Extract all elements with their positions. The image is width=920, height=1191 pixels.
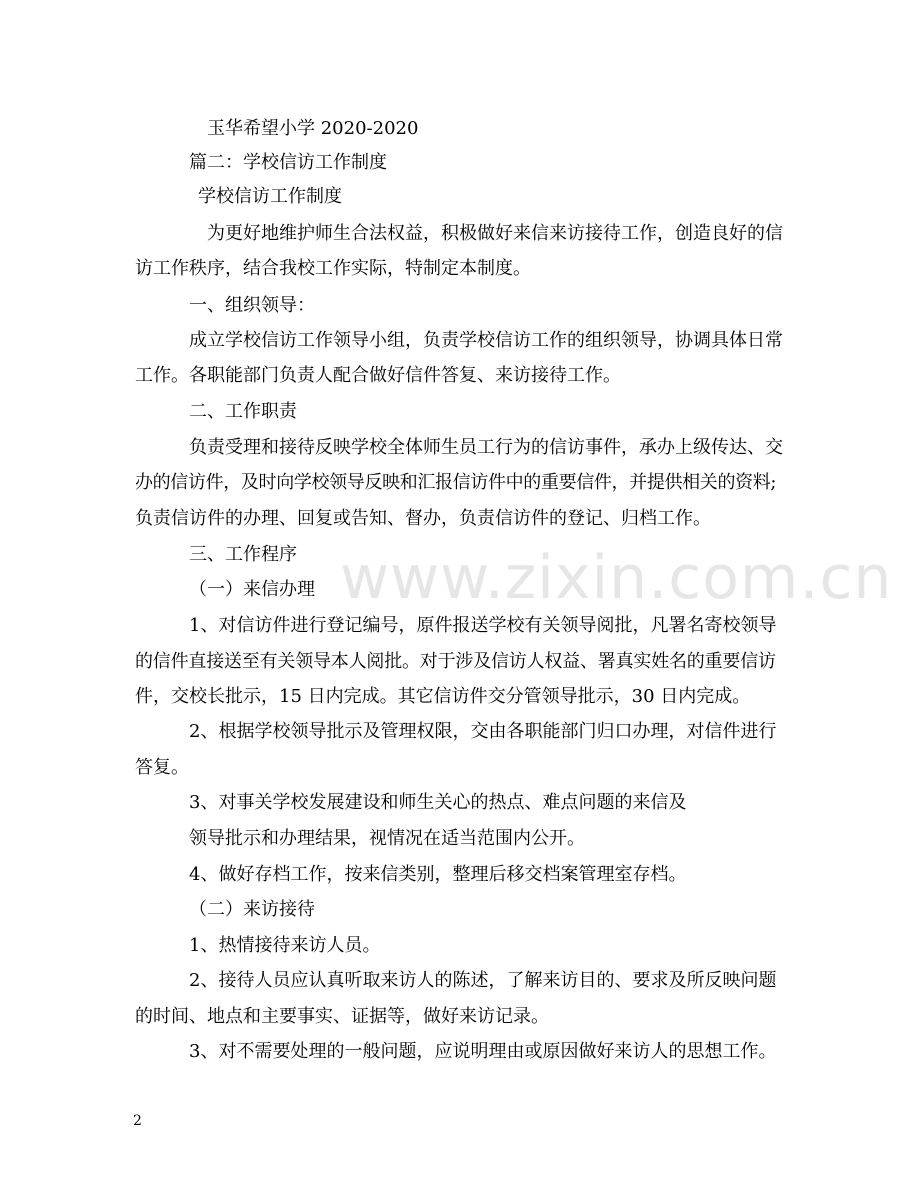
body-line: 1、热情接待来访人员。 — [189, 935, 381, 956]
section-heading: 篇二：学校信访工作制度 — [189, 152, 387, 173]
body-line: 答复。 — [135, 757, 189, 778]
body-line: 3、对不需要处理的一般问题，应说明理由或原因做好来访人的思想工作。 — [189, 1041, 777, 1062]
body-line: 2、接待人员应认真听取来访人的陈述，了解来访目的、要求及所反映问题 — [189, 970, 777, 991]
body-line: 工作。各职能部门负责人配合做好信件答复、来访接待工作。 — [135, 365, 621, 386]
body-line: 成立学校信访工作领导小组，负责学校信访工作的组织领导，协调具体日常 — [189, 330, 783, 351]
body-line: 办的信访件，及时向学校领导反映和汇报信访件中的重要信件，并提供相关的资料; — [135, 472, 777, 493]
body-line: 件，交校长批示，15 日内完成。其它信访件交分管领导批示，30 日内完成。 — [135, 686, 751, 707]
body-line: 3、对事关学校发展建设和师生关心的热点、难点问题的来信及 — [189, 792, 687, 813]
body-line: 领导批示和办理结果，视情况在适当范围内公开。 — [189, 828, 585, 849]
body-line: 的信件直接送至有关领导本人阅批。对于涉及信访人权益、署真实姓名的重要信访 — [135, 651, 776, 672]
title-line: 玉华希望小学 2020-2020 — [207, 118, 419, 139]
body-line: 1、对信访件进行登记编号，原件报送学校有关领导阅批，凡署名寄校领导 — [189, 615, 777, 636]
body-line: 为更好地维护师生合法权益，积极做好来信来访接待工作，创造良好的信 — [207, 223, 783, 244]
subheading: （二）来访接待 — [189, 899, 315, 920]
watermark: www.zixin.com.cn — [340, 543, 893, 613]
subheading: （一）来信办理 — [189, 579, 315, 600]
page-number: 2 — [133, 1113, 142, 1129]
body-line: 4、做好存档工作，按来信类别，整理后移交档案管理室存档。 — [189, 864, 687, 885]
subheading: 三、工作程序 — [189, 544, 297, 565]
body-line: 的时间、地点和主要事实、证据等，做好来访记录。 — [135, 1006, 549, 1027]
body-line: 负责受理和接待反映学校全体师生员工行为的信访事件，承办上级传达、交 — [189, 437, 783, 458]
body-line: 访工作秩序，结合我校工作实际，特制定本制度。 — [135, 258, 531, 279]
body-line: 2、根据学校领导批示及管理权限，交由各职能部门归口办理，对信件进行 — [189, 721, 777, 742]
subheading: 二、工作职责 — [189, 401, 297, 422]
subheading: 一、组织领导： — [189, 295, 315, 316]
document-title: 学校信访工作制度 — [198, 186, 342, 207]
body-line: 负责信访件的办理、回复或告知、督办，负责信访件的登记、归档工作。 — [135, 508, 711, 529]
